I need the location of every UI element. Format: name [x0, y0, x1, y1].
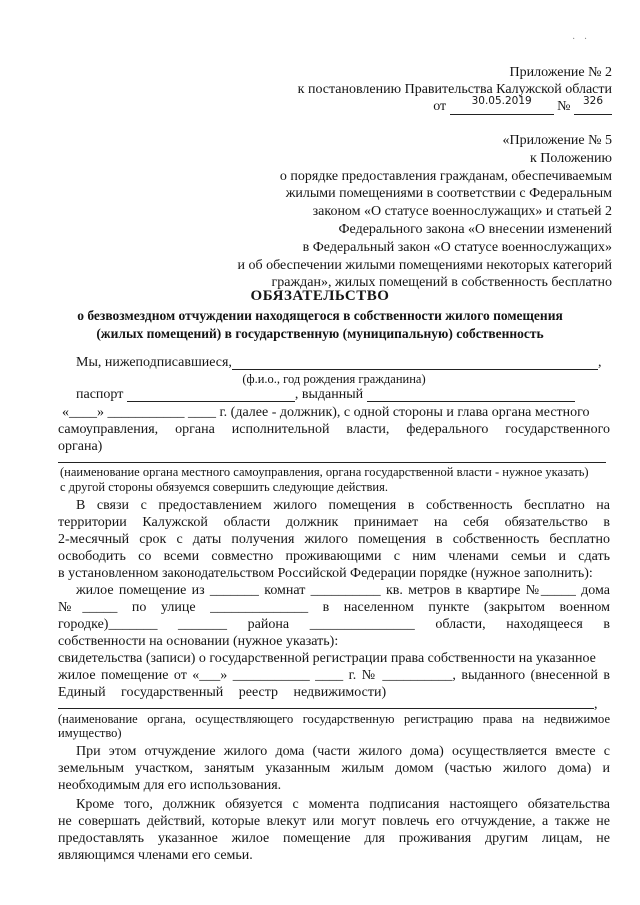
scan-mark: · ·: [572, 34, 591, 45]
sub-appendix-line: к Положению: [529, 150, 612, 166]
paragraph-line: собственности на основании (нужное указать):: [58, 634, 339, 649]
paragraph-line: жилое помещение от «___» ___________ ____ г. № __________, выданного (внесенной в: [58, 668, 610, 683]
handwritten-number: 326: [582, 95, 604, 107]
passport-line: [76, 386, 610, 403]
handwritten-date: 30.05.2019: [471, 95, 532, 107]
fio-hint: (ф.и.о., год рождения гражданина): [242, 372, 426, 386]
paragraph-line: №_____ по улице ______________ в населенном пункте (закрытом военном: [58, 600, 610, 615]
paragraph-line: необходимым для его использования.: [58, 778, 282, 793]
sub-appendix-line: граждан», жилых помещений в собственность бесплатно: [271, 275, 612, 291]
comma: ,: [594, 697, 598, 712]
sub-appendix-line: Федерального закона «О внесении изменений: [338, 221, 612, 237]
paragraph-line: городке)_______ _______ района _______________ области, находящееся в: [58, 617, 610, 632]
number-field: [574, 95, 612, 115]
org-line: органа): [58, 439, 103, 454]
sub-appendix-line: жилыми помещениями в соответствии с Федеральным: [285, 186, 612, 202]
date-debtor-line: «____» ___________ ____ г. (далее - должник), с одной стороны и глава органа местного: [62, 405, 590, 420]
sub-appendix-line: в Федеральный закон «О статусе военнослужащих»: [302, 239, 612, 255]
issued-label: , выданный: [294, 387, 364, 402]
paragraph-line: свидетельства (записи) о государственной регистрации права собственности на указанное: [58, 651, 596, 666]
passport-label: паспорт: [76, 387, 124, 402]
paragraph-line: Кроме того, должник обязуется с момента подписания настоящего обязательства: [76, 797, 610, 812]
paragraph-line: в установленном законодательством Российской Федерации порядке (нужное заполнить):: [58, 566, 593, 581]
sub-appendix-line: о порядке предоставления гражданам, обеспечиваемым: [279, 168, 612, 184]
paragraph-line: Единый государственный реестр недвижимости): [58, 685, 387, 700]
signatories-field: [232, 356, 598, 370]
number-label: №: [557, 99, 571, 114]
signatories-label: Мы, нижеподписавшиеся,: [76, 355, 232, 370]
document-title: ОБЯЗАТЕЛЬСТВО: [250, 288, 390, 304]
paragraph-line: территории Калужской области должник принимает на себя обязательство в: [58, 515, 610, 530]
registration-organ-field: [58, 708, 594, 709]
sub-appendix-line: «Приложение № 5: [502, 133, 612, 148]
org-name-field: [58, 462, 606, 463]
passport-field: [127, 388, 295, 402]
from-label: от: [433, 99, 447, 114]
paragraph-line: В связи с предоставлением жилого помещения в собственность бесплатно на: [76, 498, 610, 513]
signatories-line: Мы, нижеподписавшиеся, ,: [76, 355, 602, 370]
resolution-date-line: [433, 95, 612, 115]
sub-appendix-line: и об обеспечении жилыми помещениями некоторых категорий: [237, 257, 612, 273]
registration-hint: (наименование органа, осуществляющего государственную регистрацию права на недвижимое: [58, 712, 610, 726]
other-side-text: с другой стороны обязуемся совершить следующие действия.: [60, 480, 388, 494]
org-line: самоуправления, органа исполнительной власти, федерального государственного: [58, 422, 610, 437]
issued-by-field: [367, 388, 575, 402]
sub-appendix-block: [212, 132, 612, 292]
paragraph-line: 2-месячный срок с даты получения жилого помещения в собственность бесплатно: [58, 532, 610, 547]
paragraph-line: являющимся членами его семьи.: [58, 848, 253, 863]
org-hint: (наименование органа местного самоуправления, органа государственной власти - нужное указать): [60, 465, 589, 479]
sub-appendix-line: законом «О статусе военнослужащих» и статьей 2: [312, 204, 612, 220]
document-subtitle: (жилых помещений) в государственную (муниципальную) собственность: [96, 326, 544, 341]
paragraph-line: освободить со всеми совместно проживающими с ним членами семьи и сдать: [58, 549, 610, 564]
paragraph-line: не совершать действий, которые влекут или могут повлечь его отчуждение, а также не: [58, 814, 610, 829]
paragraph-line: земельным участком, занятым указанным жилым домом (частью жилого дома) и: [58, 761, 610, 776]
registration-hint: имущество): [58, 726, 122, 740]
paragraph-line: жилое помещение из _______ комнат __________ кв. метров в квартире №_____ дома: [76, 583, 610, 598]
paragraph-line: предоставлять указанное жилое помещение для проживания другим лицам, не: [58, 831, 610, 846]
appendix-number: Приложение № 2: [509, 65, 612, 80]
document-subtitle: о безвозмездном отчуждении находящегося в собственности жилого помещения: [77, 308, 563, 323]
resolution-reference: к постановлению Правительства Калужской области: [297, 82, 612, 97]
date-field: [450, 95, 554, 115]
paragraph-line: При этом отчуждение жилого дома (части жилого дома) осуществляется вместе с: [76, 744, 610, 759]
